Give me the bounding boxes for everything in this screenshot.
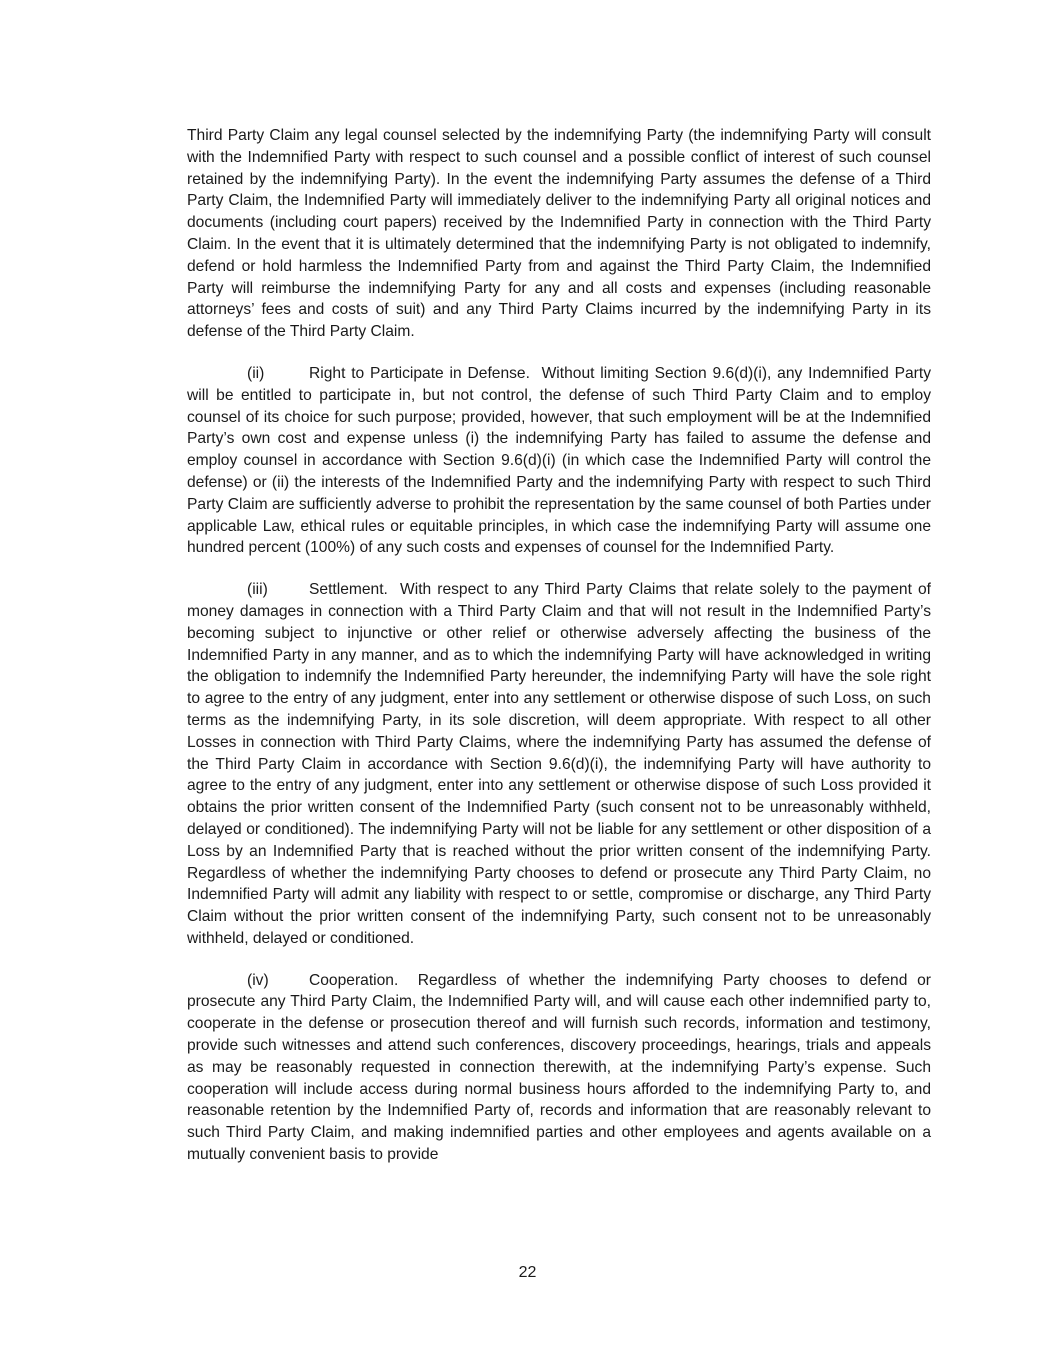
paragraph-text: Third Party Claim any legal counsel selected by the indemnifying Party (the indemnifying Party will consult with the Indemnified Party with respect to such counsel and a possible conflict of interest of such counsel retained by the indemnifying Party). In the event the indemnifying Party assumes the defense of a Third Party Claim, the Indemnified Party will immediately deliver to the indemnifying Party all original notices and documents (including court papers) received by the Indemnified Party in connection with the Third Party Claim. In the event that it is ultimately determined that the indemnifying Party is not obligated to indemnify, defend or hold harmless the Indemnified Party from and against the Third Party Claim, the Indemnified Party will reimburse the indemnifying Party for any and all costs and expenses (including reasonable attorneys’ fees and costs of suit) and any Third Party Claims incurred by the indemnifying Party in its defense of the Third Party Claim.: [187, 127, 931, 341]
document-body: [187, 125, 931, 1186]
paragraph-number: (iii): [247, 581, 268, 599]
paragraph-right-to-participate: [187, 363, 931, 559]
paragraph-heading: Settlement.: [309, 581, 388, 599]
paragraph-settlement: [187, 579, 931, 950]
paragraph-cooperation: [187, 970, 931, 1166]
paragraph-text: Regardless of whether the indemnifying Party chooses to defend or prosecute any Third Party Claim, the Indemnified Party will, and will cause each other indemnified party to, cooperate in the defense or prosecution thereof and will furnish such records, information and testimony, provide such witnesses and attend such conferences, discovery proceedings, hearings, trials and appeals as may be reasonably requested in connection therewith, at the indemnifying Party’s expense. Such cooperation will include access during normal business hours afforded to the indemnifying Party to, and reasonable retention by the Indemnified Party of, records and information that are reasonably relevant to such Third Party Claim, and making indemnified parties and other employees and agents available on a mutually convenient basis to provide: [187, 971, 931, 1164]
paragraph-heading: Cooperation.: [309, 971, 399, 989]
paragraph-number: (iv): [247, 971, 269, 989]
paragraph-text: With respect to any Third Party Claims that relate solely to the payment of money damages in connection with a Third Party Claim and that will not result in the Indemnified Party’s becoming subject to injunctive or other relief or otherwise adversely affecting the business of the Indemnified Party in any manner, and as to which the indemnifying Party will have acknowledged in writing the obligation to indemnify the Indemnified Party hereunder, the indemnifying Party will have the sole right to agree to the entry of any judgment, enter into any settlement or otherwise dispose of such Loss, on such terms as the indemnifying Party, in its sole discretion, will deem appropriate. With respect to all other Losses in connection with Third Party Claims, where the indemnifying Party has assumed the defense of the Third Party Claim in accordance with Section 9.6(d)(i), the indemnifying Party will have authority to agree to the entry of any judgment, enter into any settlement or otherwise dispose of such Loss provided it obtains the prior written consent of the Indemnified Party (such consent not to be unreasonably withheld, delayed or conditioned). The indemnifying Party will not be liable for any settlement or other disposition of a Loss by an Indemnified Party that is reached without the prior written consent of the indemnifying Party. Regardless of whether the indemnifying Party chooses to defend or prosecute any Third Party Claim, no Indemnified Party will admit any liability with respect to or settle, compromise or discharge, any Third Party Claim without the prior written consent of the indemnifying Party, such consent not to be unreasonably withheld, delayed or conditioned.: [187, 581, 931, 947]
paragraph-text: Without limiting Section 9.6(d)(i), any Indemnified Party will be entitled to participate in, but not control, the defense of such Third Party Claim and to employ counsel of its choice for such purpose; provided, however, that such employment will be at the Indemnified Party’s own cost and expense unless (i) the indemnifying Party has failed to assume the defense and employ counsel in accordance with Section 9.6(d)(i) (in which case the Indemnified Party will control the defense) or (ii) the interests of the Indemnified Party and the indemnifying Party with respect to such Third Party Claim are sufficiently adverse to prohibit the representation by the same counsel of both Parties under applicable Law, ethical rules or equitable principles, in which case the indemnifying Party will assume one hundred percent (100%) of any such costs and expenses of counsel for the Indemnified Party.: [187, 364, 931, 557]
paragraph-continuation: [187, 125, 931, 343]
page-number: 22: [518, 1264, 537, 1281]
paragraph-heading: Right to Participate in Defense.: [309, 364, 530, 382]
paragraph-number: (ii): [247, 364, 265, 382]
